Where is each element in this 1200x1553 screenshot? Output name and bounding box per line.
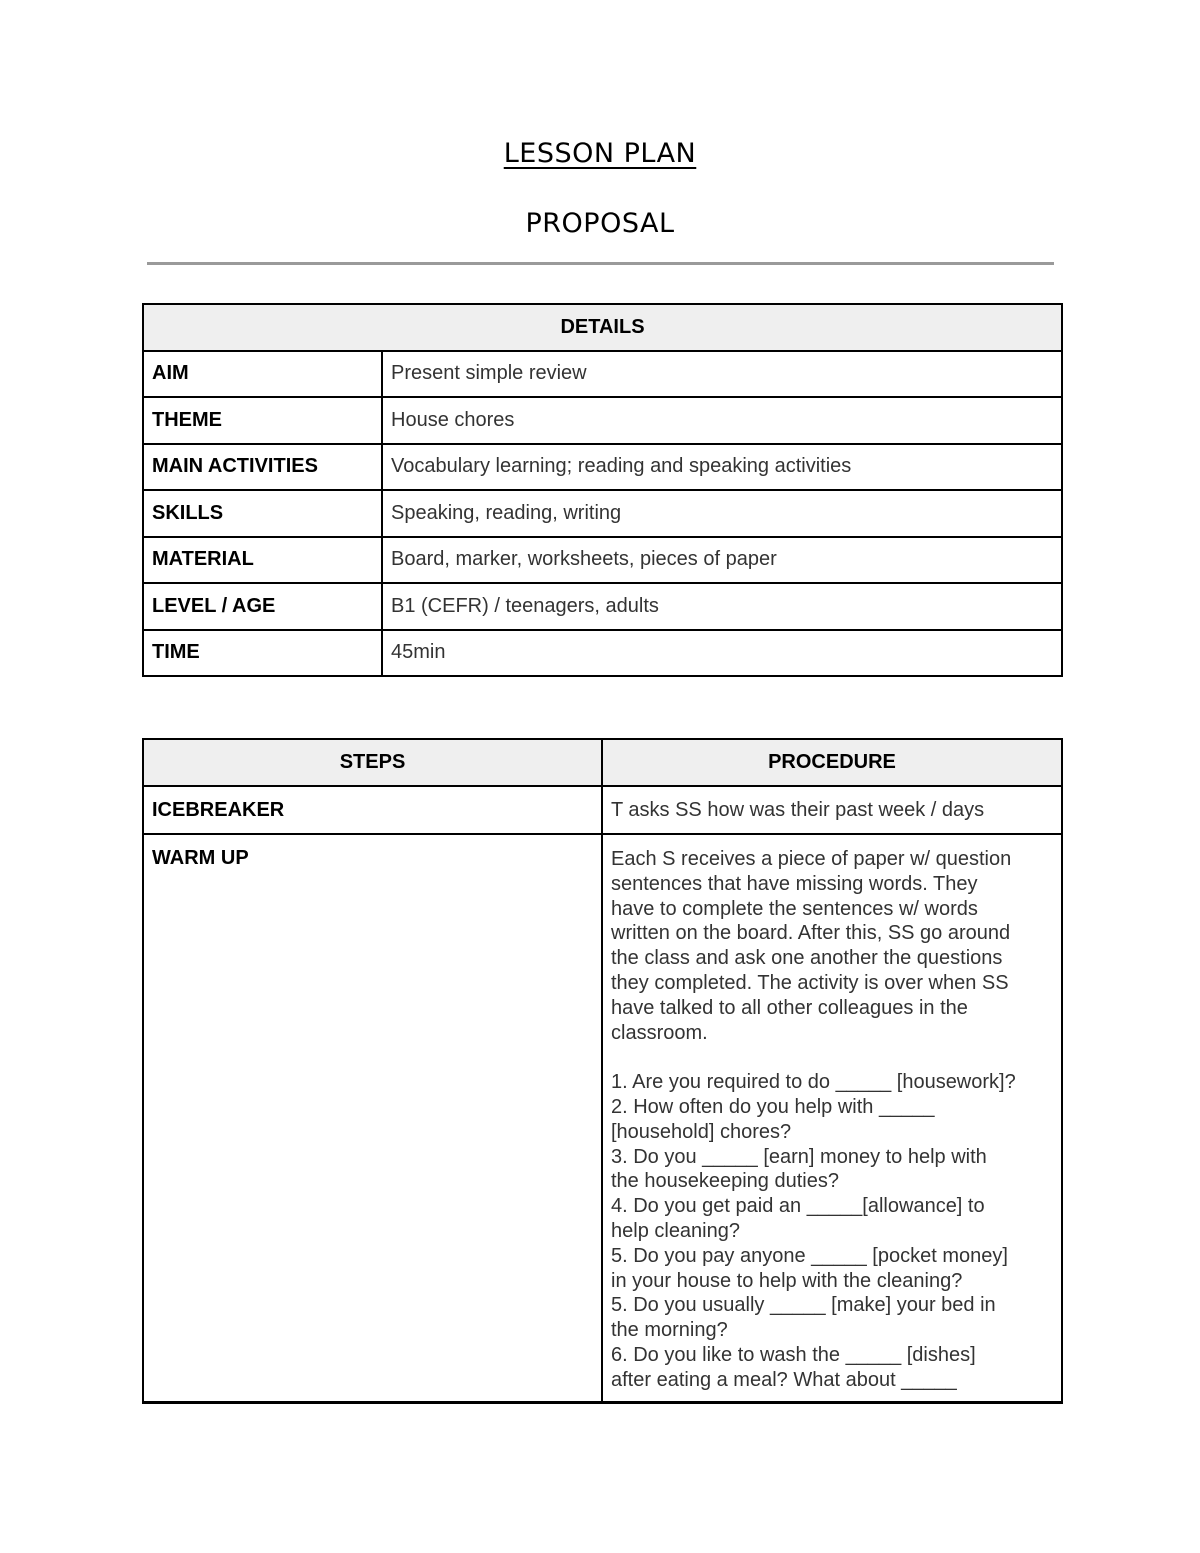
warm-up-intro-line: the class and ask one another the questions xyxy=(611,947,1003,970)
details-row-level-age xyxy=(143,583,1062,630)
warm-up-question-line: in your house to help with the cleaning? xyxy=(611,1269,963,1292)
warm-up-question-line: [household] chores? xyxy=(611,1120,792,1143)
details-label-material: MATERIAL xyxy=(143,537,382,584)
details-row-time xyxy=(143,630,1062,677)
document-subtitle: PROPOSAL xyxy=(525,208,675,239)
procedure-header: PROCEDURE xyxy=(602,739,1062,786)
steps-table xyxy=(142,738,1063,1404)
warm-up-question-line: 2. How often do you help with _____ xyxy=(611,1095,935,1118)
details-row-skills xyxy=(143,490,1062,537)
warm-up-intro-line: have talked to all other colleagues in the xyxy=(611,996,968,1019)
details-value-material: Board, marker, worksheets, pieces of paper xyxy=(382,537,1062,584)
warm-up-question-line: help cleaning? xyxy=(611,1219,740,1242)
details-label-skills: SKILLS xyxy=(143,490,382,537)
details-label-main-activities: MAIN ACTIVITIES xyxy=(143,444,382,491)
details-row-theme xyxy=(143,397,1062,444)
warm-up-question-line: 5. Do you pay anyone _____ [pocket money] xyxy=(611,1244,1008,1267)
title-divider xyxy=(147,262,1054,265)
details-label-level-age: LEVEL / AGE xyxy=(143,583,382,630)
warm-up-question-line: after eating a meal? What about _____ xyxy=(611,1368,957,1391)
warm-up-question-line: 4. Do you get paid an _____[allowance] to xyxy=(611,1195,985,1218)
warm-up-question-line: the morning? xyxy=(611,1319,728,1342)
details-header: DETAILS xyxy=(143,304,1062,351)
details-value-level-age: B1 (CEFR) / teenagers, adults xyxy=(382,583,1062,630)
warm-up-intro-line: written on the board. After this, SS go around xyxy=(611,922,1011,945)
details-row-aim xyxy=(143,351,1062,398)
warm-up-intro xyxy=(611,847,1053,1045)
procedure-icebreaker: T asks SS how was their past week / days xyxy=(602,786,1062,834)
warm-up-intro-line: sentences that have missing words. They xyxy=(611,872,978,895)
details-label-theme: THEME xyxy=(143,397,382,444)
details-value-aim: Present simple review xyxy=(382,351,1062,398)
warm-up-question-line: the housekeeping duties? xyxy=(611,1170,839,1193)
warm-up-questions xyxy=(611,1070,1053,1392)
details-value-theme: House chores xyxy=(382,397,1062,444)
document-title: LESSON PLAN xyxy=(503,138,697,169)
steps-row-icebreaker xyxy=(143,786,1062,834)
warm-up-question-line: 6. Do you like to wash the _____ [dishes] xyxy=(611,1343,976,1366)
steps-header-row xyxy=(143,739,1062,786)
details-label-time: TIME xyxy=(143,630,382,677)
warm-up-question-line: 3. Do you _____ [earn] money to help with xyxy=(611,1145,987,1168)
details-label-aim: AIM xyxy=(143,351,382,398)
details-row-main-activities xyxy=(143,444,1062,491)
details-value-skills: Speaking, reading, writing xyxy=(382,490,1062,537)
steps-header: STEPS xyxy=(143,739,602,786)
warm-up-question-line: 1. Are you required to do _____ [housework]? xyxy=(611,1071,1016,1094)
warm-up-intro-line: classroom. xyxy=(611,1021,708,1044)
step-label-warm-up: WARM UP xyxy=(143,834,602,1402)
details-row-material xyxy=(143,537,1062,584)
warm-up-intro-line: Each S receives a piece of paper w/ question xyxy=(611,848,1012,870)
warm-up-question-line: 5. Do you usually _____ [make] your bed in xyxy=(611,1294,996,1317)
warm-up-intro-line: have to complete the sentences w/ words xyxy=(611,897,978,920)
details-header-row xyxy=(143,304,1062,351)
warm-up-intro-line: they completed. The activity is over when SS xyxy=(611,971,1009,994)
steps-row-warm-up xyxy=(143,834,1062,1402)
details-table xyxy=(142,303,1063,677)
procedure-warm-up xyxy=(602,834,1062,1402)
details-value-main-activities: Vocabulary learning; reading and speaking activities xyxy=(382,444,1062,491)
step-label-icebreaker: ICEBREAKER xyxy=(143,786,602,834)
details-value-time: 45min xyxy=(382,630,1062,677)
